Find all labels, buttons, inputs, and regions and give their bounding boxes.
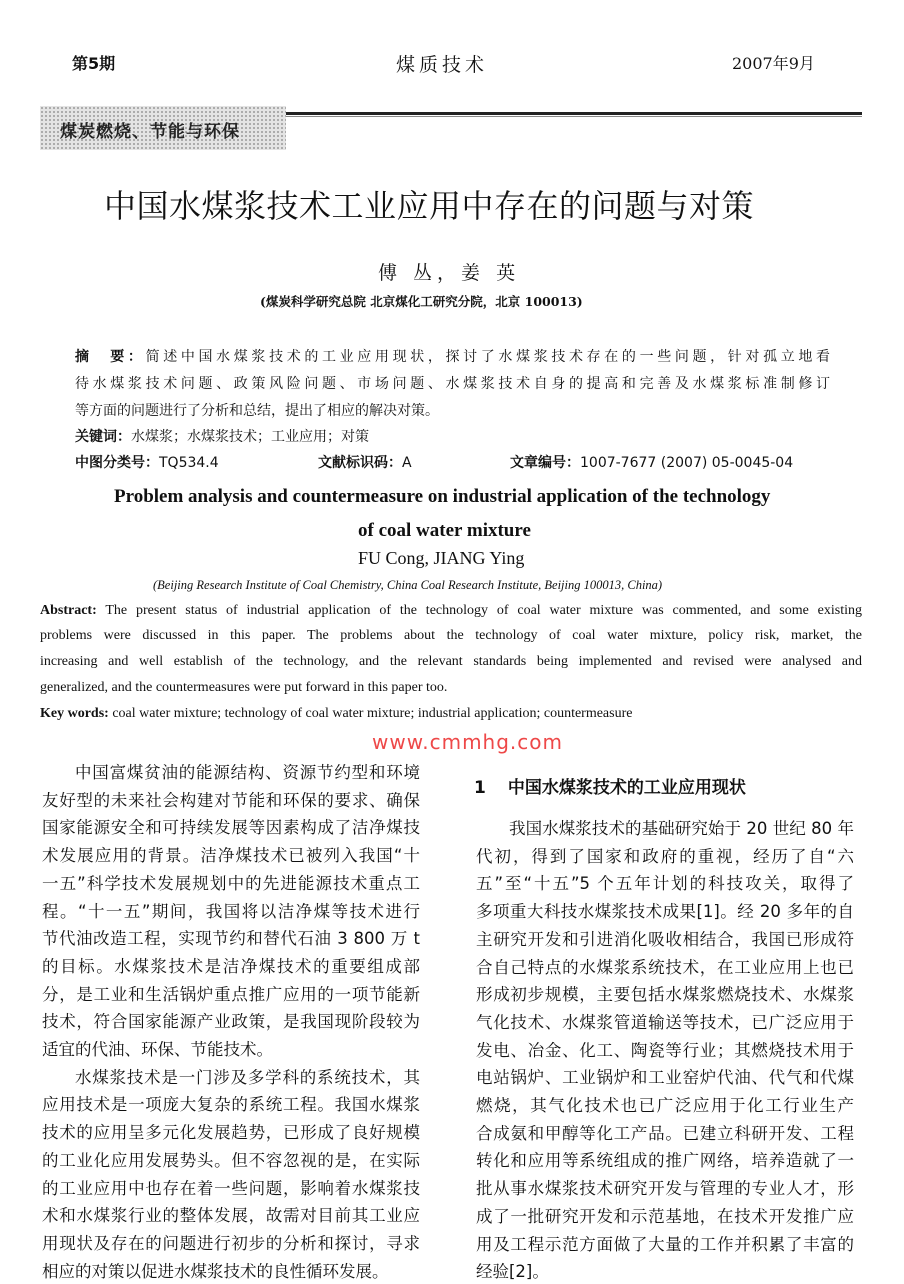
abstract-en-line: increasing and well establish of the technology, and the relevant standards being implemented and revised were analysed and: [40, 654, 862, 669]
body-text-line: 用及工程示范方面做了大量的工作并积累了丰富的: [476, 1234, 854, 1254]
title-cn: 中国水煤浆技术工业应用中存在的问题与对策: [104, 187, 755, 225]
abstract-cn-label: 摘 要：: [75, 349, 146, 365]
classification-doc: 文献标识码：A: [318, 455, 412, 471]
body-text-line: 燃烧，其气化技术也已广泛应用于化工行业生产: [476, 1096, 854, 1115]
abstract-en-line: Abstract: The present status of industrial application of the technology of coal water mixture was commented, and some existing: [40, 603, 862, 618]
body-text-line: 分，是工业和生活锅炉重点推广应用的一项节能新: [42, 984, 420, 1004]
keywords-cn-label: 关键词：: [75, 429, 131, 445]
body-text-line: 的目标。水煤浆技术是洁净煤技术的重要组成部: [42, 956, 420, 976]
body-text-line: 电站锅炉、工业锅炉和工业窑炉代油、代气和代煤: [476, 1068, 854, 1088]
body-text-line: 气化技术、水煤浆管道输送等技术，已广泛应用于: [476, 1012, 854, 1032]
body-text-line: 用现状及存在的问题进行初步的分析和探讨，寻求: [42, 1233, 420, 1253]
section-title: 中国水煤浆技术的工业应用现状: [507, 778, 746, 798]
abstract-en-line: generalized, and the countermeasures were put forward in this paper too.: [40, 680, 448, 695]
body-text-line: 的工业化应用发展势头。但不容忽视的是，在实际: [42, 1150, 420, 1170]
body-text-line: 技术的应用呈多元化发展趋势，已形成了良好规模: [42, 1123, 420, 1143]
body-text-line: 的工业应用中也存在着一些问题，影响着水煤浆技: [42, 1178, 420, 1198]
header-date: 2007年9月: [732, 54, 815, 73]
body-text-line: 代初，得到了国家和政府的重视，经历了自“六: [476, 846, 854, 866]
body-text-line: 技术，符合国家能源产业政策，是我国现阶段较为: [42, 1012, 420, 1032]
body-text-line: 程。“十一五”期间，我国将以洁净煤等技术进行: [42, 901, 420, 921]
body-text-line: 发电、冶金、化工、陶瓷等行业；其燃烧技术用于: [476, 1040, 854, 1060]
affiliation-en: (Beijing Research Institute of Coal Chemistry, China Coal Research Institute, Beijing 100013, China): [153, 578, 663, 592]
body-text-line: 水煤浆技术是一门涉及多学科的系统技术，其: [75, 1067, 420, 1087]
abstract-en-line: problems were discussed in this paper. The problems about the technology of coal water mixture, policy risk, market, the: [40, 628, 862, 643]
classification-article: 文章编号：1007-7677 (2007) 05-0045-04: [510, 455, 794, 471]
body-text-line: 形成初步规模，主要包括水煤浆燃烧技术、水煤浆: [476, 985, 854, 1005]
abstract-cn-line: 待水煤浆技术问题、政策风险问题、市场问题、水煤浆技术自身的提高和完善及水煤浆标准制修订: [75, 376, 830, 392]
title-en-line1: Problem analysis and countermeasure on industrial application of the technology: [114, 486, 771, 507]
abstract-cn-line: 摘 要：简述中国水煤浆技术的工业应用现状，探讨了水煤浆技术存在的一些问题，针对孤立地看: [75, 349, 830, 365]
body-text-line: 国家能源安全和可持续发展等因素构成了洁净煤技: [42, 818, 420, 838]
abstract-cn-line: 等方面的问题进行了分析和总结，提出了相应的解决对策。: [75, 403, 439, 419]
section-number: 1: [474, 778, 486, 798]
body-text-line: 节代油改造工程，实现节约和替代石油 3 800 万 t: [42, 929, 420, 949]
watermark: www.cmmhg.com: [372, 730, 563, 754]
section-1-heading: [474, 773, 746, 798]
classification-clc: 中图分类号：TQ534.4: [75, 455, 219, 471]
body-text-line: 经验[2]。: [476, 1262, 549, 1282]
authors-en: FU Cong, JIANG Ying: [358, 548, 525, 568]
body-text-line: 相应的对策以促进水煤浆技术的良性循环发展。: [42, 1261, 389, 1281]
body-text-line: 我国水煤浆技术的基础研究始于 20 世纪 80 年: [509, 819, 854, 838]
title-en-line2: of coal water mixture: [358, 520, 531, 541]
section-badge: [40, 106, 286, 150]
authors-cn: 傅 丛，姜 英: [378, 262, 521, 284]
affiliation-cn: (煤炭科学研究总院 北京煤化工研究分院，北京 100013): [260, 294, 583, 309]
body-text-line: 五”至“十五”5 个五年计划的科技攻关，取得了: [476, 874, 854, 894]
body-text-line: 术发展应用的背景。洁净煤技术已被列入我国“十: [42, 846, 420, 866]
body-text-line: 合成氨和甲醇等化工产品。已建立科研开发、工程: [476, 1123, 854, 1143]
section-badge-label: 煤炭燃烧、节能与环保: [60, 122, 240, 142]
header-issue: 第5期: [72, 54, 116, 73]
body-text-line: 应用技术是一项庞大复杂的系统工程。我国水煤浆: [42, 1095, 420, 1115]
keywords-en: Key words: coal water mixture; technology of coal water mixture; industrial application; countermeasure: [40, 706, 633, 721]
body-text-line: 友好型的未来社会构建对节能和环保的要求、确保: [42, 790, 420, 810]
body-text-line: 一五”科学技术发展规划中的先进能源技术重点工: [42, 873, 420, 893]
header-journal: 煤质技术: [396, 54, 489, 76]
body-text-line: 适宜的代油、环保、节能技术。: [42, 1040, 273, 1059]
body-text-line: 多项重大科技水煤浆技术成果[1]。经 20 多年的自: [476, 902, 854, 922]
body-text-line: 成了一批研究开发和示范基地，在技术开发推广应: [476, 1206, 854, 1226]
body-text-line: 批从事水煤浆技术研究开发与管理的专业人才，形: [476, 1179, 854, 1199]
keywords-en-label: Key words:: [40, 706, 109, 721]
body-text-line: 中国富煤贫油的能源结构、资源节约型和环境: [75, 763, 420, 782]
body-text-line: 合自己特点的水煤浆系统技术，在工业应用上也已: [476, 957, 854, 977]
keywords-cn: 关键词：水煤浆；水煤浆技术；工业应用；对策: [75, 429, 369, 445]
body-text-line: 术和水煤浆行业的整体发展，故需对目前其工业应: [42, 1206, 420, 1226]
abstract-en-label: Abstract:: [40, 603, 97, 618]
body-text-line: 转化和应用等系统组成的推广网络，培养造就了一: [476, 1151, 854, 1171]
body-text-line: 主研究开发和引进消化吸收相结合，我国已形成符: [476, 929, 854, 949]
